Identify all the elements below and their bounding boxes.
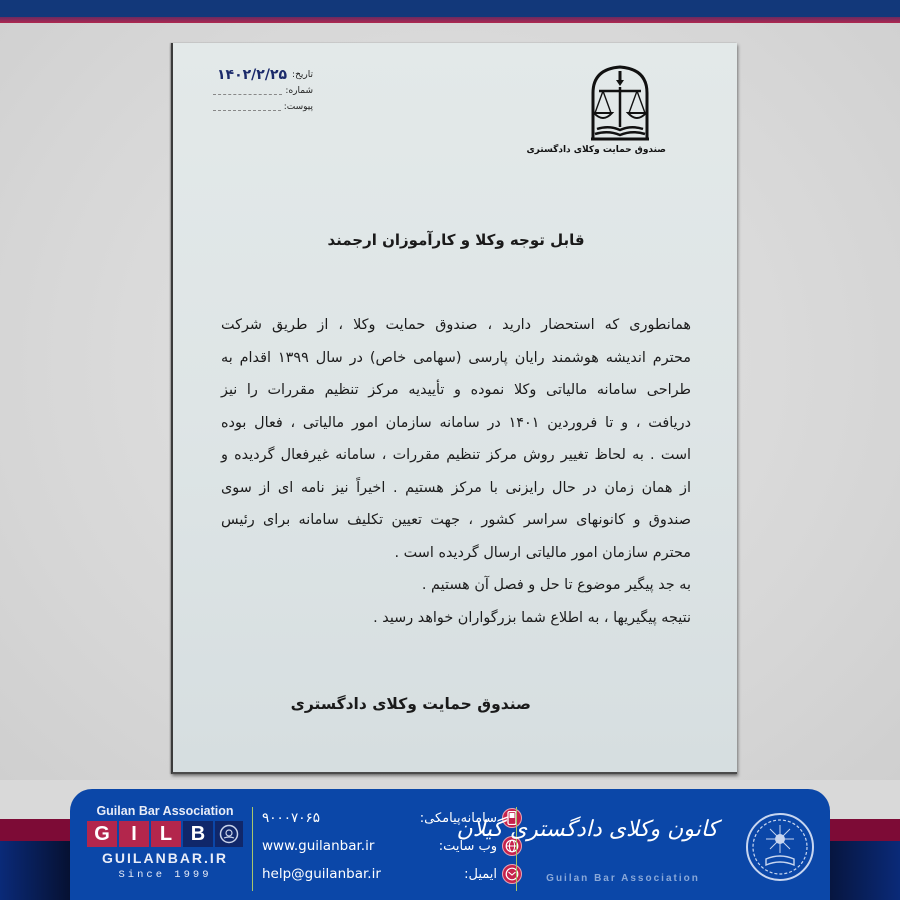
body-line: است . به لحاظ تغییر روش مرکز تنظیم مقررات ، سامانه غیرفعال گردیده و: [221, 447, 691, 463]
body-line: از همان زمان در حال رایزنی با مرکز هستیم . اخیراً نیز نامه ای از سوی: [221, 479, 691, 496]
number-blank: [213, 87, 282, 95]
date-value: ۱۴۰۲/۲/۲۵: [217, 67, 288, 83]
letter-heading: قابل توجه وکلا و کارآموزان ارجمند: [327, 231, 585, 249]
date-label: تاریخ:: [292, 70, 313, 80]
attachment-label: پیوست:: [283, 102, 313, 112]
fund-logo: [526, 63, 666, 165]
website-link[interactable]: www.guilanbar.ir: [262, 838, 375, 854]
brand-name-fa: کانون وکلای دادگستری گیلان: [456, 817, 718, 842]
body-line: صندوق و کانونهای سراسر کشور ، جهت تعیین تکلیف سامانه برای رئیس: [221, 512, 691, 528]
gilb-title: Guilan Bar Association: [96, 804, 234, 818]
body-line: طراحی سامانه مالیاتی وکلا نموده و تأییدیه مرکز تنظیم مقررات را نیز: [221, 382, 691, 398]
body-line: به جد پیگیر موضوع تا حل و فصل آن هستیم .: [421, 577, 691, 593]
gilb-letter: G: [87, 821, 117, 847]
gilb-letter: L: [151, 821, 181, 847]
letter-signature: صندوق حمایت وکلای دادگستری: [290, 695, 531, 713]
gilb-logo: [86, 804, 244, 881]
gilb-site: GUILANBAR.IR: [102, 850, 228, 866]
email-icon: [502, 864, 522, 884]
gilb-since: Since 1999: [118, 869, 212, 881]
gilb-letter: I: [119, 821, 149, 847]
email-label: ایمیل:: [464, 866, 497, 882]
body-line: نتیجه پیگیریها ، به اطلاع شما بزرگواران خواهد رسید .: [373, 609, 691, 626]
sms-number: ۹۰۰۰۷۰۶۵: [262, 810, 321, 826]
letter-meta: [213, 67, 313, 115]
body-line: محترم اندیشه هوشمند رایان پارسی (سهامی خاص) در سال ۱۳۹۹ اقدام به: [221, 349, 691, 366]
attachment-blank: [213, 103, 281, 111]
brand-name-en: Guilan Bar Association: [546, 873, 700, 884]
letter-body: [221, 309, 691, 634]
number-label: شماره:: [285, 86, 313, 96]
contact-email: [262, 860, 522, 888]
body-line: همانطوری که استحضار دارید ، صندوق حمایت وکلا ، از طریق شرکت: [221, 317, 691, 333]
letter-paper: [171, 43, 737, 774]
seal-icon: [215, 821, 243, 847]
scales-of-justice-icon: [587, 63, 653, 143]
date-row: [213, 67, 313, 83]
attachment-row: [213, 99, 313, 115]
footer-card: [70, 789, 830, 900]
top-bar: [0, 0, 900, 18]
body-line: دریافت ، و تا فروردین ۱۴۰۱ در سامانه سازمان امور مالیاتی ، فعال بوده: [221, 414, 692, 431]
body-line: محترم سازمان امور مالیاتی ارسال گردیده است .: [394, 544, 691, 561]
website-label: وب سایت:: [438, 838, 497, 854]
bar-seal-icon: [744, 809, 816, 885]
sms-label: سامانه‌پیامکی:: [419, 810, 497, 826]
number-row: [213, 83, 313, 99]
email-link[interactable]: help@guilanbar.ir: [262, 866, 381, 882]
footer-divider: [252, 807, 253, 891]
gilb-letter: B: [183, 821, 213, 847]
logo-caption: صندوق حمایت وکلای دادگستری: [526, 145, 666, 155]
gilb-letters: [86, 821, 244, 847]
